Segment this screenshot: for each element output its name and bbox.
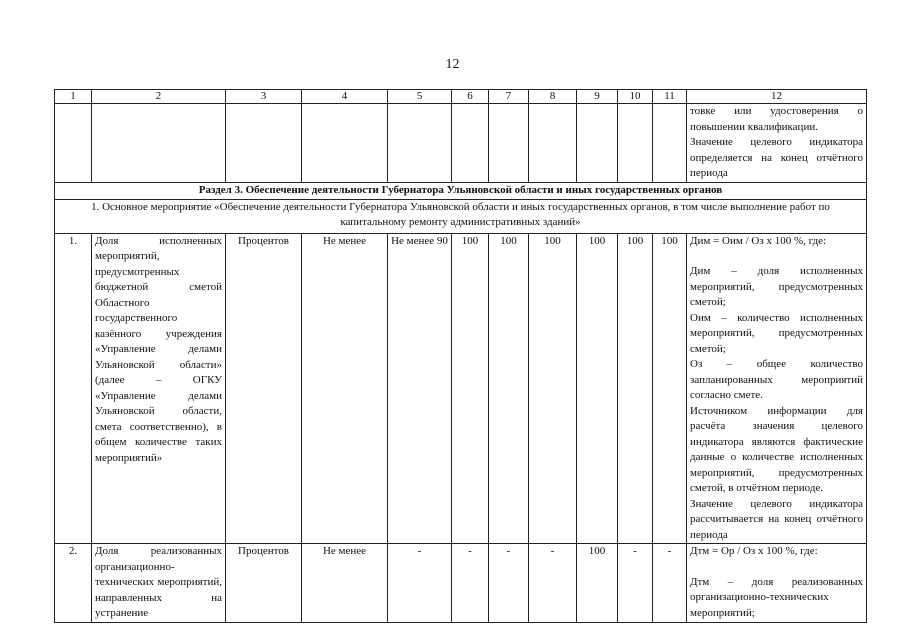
- method-paragraph: Значение целевого индикатора определяется на конец отчётного периода: [690, 136, 863, 179]
- header-cell: 11: [653, 90, 687, 104]
- header-cell: 4: [302, 90, 388, 104]
- value-cell: Не менее 90: [388, 233, 452, 544]
- type-cell: Не менее: [302, 544, 388, 623]
- table-row: [55, 544, 867, 623]
- indicator-name: Доля реализованных организационно-технических мероприятий, направленных на устранение: [92, 544, 226, 623]
- method-cell: [687, 544, 867, 623]
- method-paragraph: Источником информации для расчёта значения целевого индикатора являются фактические данные о количестве исполненных мероприятий, предусмотренных сметой, в отчётном периоде.: [690, 404, 863, 494]
- value-cell: -: [388, 544, 452, 623]
- formula: Дим = Оим / Оз х 100 %, где:: [690, 234, 827, 247]
- unit-cell: Процентов: [226, 233, 302, 544]
- type-cell: Не менее: [302, 233, 388, 544]
- header-cell: 3: [226, 90, 302, 104]
- header-cell: 6: [452, 90, 489, 104]
- value-cell: -: [529, 544, 577, 623]
- method-paragraph: товке или удостоверения о повышении квалификации.: [690, 105, 863, 133]
- method-paragraph: Оз – общее количество запланированных мероприятий согласно смете.: [690, 358, 863, 401]
- header-cell: 7: [489, 90, 529, 104]
- value-cell: -: [618, 544, 653, 623]
- header-row: [55, 90, 867, 104]
- value-cell: 100: [653, 233, 687, 544]
- value-cell: 100: [489, 233, 529, 544]
- indicator-table: [54, 89, 867, 623]
- row-number: 2.: [55, 544, 92, 623]
- method-paragraph: Значение целевого индикатора рассчитывается на конец отчётного периода: [690, 497, 863, 541]
- section-row: [55, 182, 867, 199]
- header-cell: 10: [618, 90, 653, 104]
- value-cell: 100: [577, 544, 618, 623]
- value-cell: 100: [529, 233, 577, 544]
- page-number: 12: [445, 57, 460, 72]
- scan-edge: [0, 626, 905, 640]
- section-title: Раздел 3. Обеспечение деятельности Губернатора Ульяновской области и иных государственных органов: [55, 182, 867, 199]
- header-cell: 2: [92, 90, 226, 104]
- method-cell: [687, 233, 867, 544]
- unit-cell: Процентов: [226, 544, 302, 623]
- value-cell: 100: [618, 233, 653, 544]
- value-cell: -: [489, 544, 529, 623]
- measure-title: 1. Основное мероприятие «Обеспечение деятельности Губернатора Ульяновской области и иных государственных органов, в том числе выполнение работ по капитальному ремонту административных зданий»: [55, 199, 867, 233]
- value-cell: 100: [577, 233, 618, 544]
- value-cell: -: [452, 544, 489, 623]
- continuation-row: [55, 104, 867, 183]
- header-cell: 9: [577, 90, 618, 104]
- row-number: 1.: [55, 233, 92, 544]
- indicator-name: Доля исполненных мероприятий, предусмотренных бюджетной сметой Областного государственного казённого учреждения «Управление делами Ульяновской области» (далее – ОГКУ «Управление делами Ульяновской области, смета соответственно), в общем количестве таких мероприятий»: [92, 233, 226, 544]
- header-cell: 8: [529, 90, 577, 104]
- formula: Дтм = Ор / Оз х 100 %, где:: [690, 545, 818, 557]
- value-cell: -: [653, 544, 687, 623]
- header-cell: 5: [388, 90, 452, 104]
- method-paragraph: Оим – количество исполненных мероприятий, предусмотренных сметой;: [690, 311, 863, 355]
- header-cell: 12: [687, 90, 867, 104]
- value-cell: 100: [452, 233, 489, 544]
- method-paragraph: Дим – доля исполненных мероприятий, предусмотренных сметой;: [690, 265, 863, 308]
- method-paragraph: Дтм – доля реализованных организационно-технических мероприятий;: [690, 575, 863, 619]
- table-row: [55, 233, 867, 544]
- measure-row: [55, 199, 867, 233]
- continuation-method-cell: [687, 104, 867, 183]
- header-cell: 1: [55, 90, 92, 104]
